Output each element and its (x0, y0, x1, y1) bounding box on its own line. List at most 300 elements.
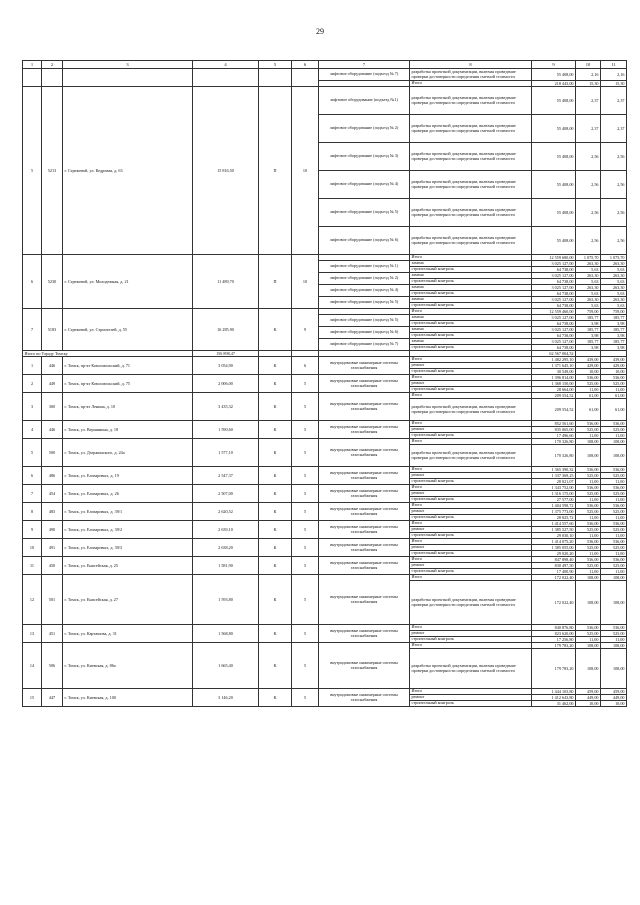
work-description-cell: Итого (410, 375, 532, 381)
limit-cost-cell: 2,56 (601, 227, 627, 255)
cost-cell: 28 664,00 (532, 387, 576, 393)
work-description-cell: ремонт (410, 381, 532, 387)
cost-cell: 55 408,00 (532, 69, 576, 81)
limit-cost-cell: 11,00 (601, 479, 627, 485)
row-number-cell: 5 (23, 439, 42, 467)
material-cell: К (259, 439, 292, 467)
material-cell: К (259, 357, 292, 375)
material-cell: К (259, 625, 292, 643)
floors-cell: 5 (292, 539, 319, 557)
area-cell: 11 489,70 (193, 255, 259, 309)
work-description-cell: Итого (410, 485, 532, 491)
limit-cost-cell: 11,00 (601, 515, 627, 521)
unit-cost-cell: 536,00 (576, 421, 601, 427)
limit-cost-cell: 10,00 (601, 701, 627, 707)
area-cell: 1 581,90 (193, 557, 259, 575)
unit-cost-cell: 3,98 (576, 345, 601, 351)
limit-cost-cell: 108,00 (601, 445, 627, 467)
unit-cost-cell: 536,00 (576, 521, 601, 527)
address-cell: г. Томск, ул. Елизаровых, д. 39/3 (63, 539, 193, 557)
limit-cost-cell: 536,00 (601, 375, 627, 381)
unit-cost-cell: 525,00 (576, 509, 601, 515)
work-description-cell: Итого (410, 521, 532, 527)
row-number-cell: 1 (23, 357, 42, 375)
header-cell: 8 (410, 61, 532, 69)
limit-cost-cell: 449,00 (601, 695, 627, 701)
work-description-cell: строительный контроль (410, 303, 532, 309)
limit-cost-cell: 2,56 (601, 143, 627, 171)
code-cell: 500 (42, 439, 63, 467)
area-cell: 1 568,80 (193, 625, 259, 643)
unit-cost-cell: 2,37 (576, 115, 601, 143)
cost-cell: 179 783,20 (532, 649, 576, 689)
limit-cost-cell: 536,00 (601, 539, 627, 545)
row-number-cell: 6 (23, 467, 42, 485)
unit-cost-cell: 11,00 (576, 569, 601, 575)
area-cell: 2 507,00 (193, 485, 259, 503)
limit-cost-cell: 536,00 (601, 467, 627, 473)
floors-cell: 5 (292, 557, 319, 575)
area-cell: 2 006,00 (193, 375, 259, 393)
limit-cost-cell: 108,00 (601, 581, 627, 625)
cost-cell: 28 825,72 (532, 515, 576, 521)
work-description-cell: строительный контроль (410, 387, 532, 393)
unit-cost-cell: 108,00 (576, 643, 601, 649)
floors-cell: 10 (292, 255, 319, 309)
work-description-cell: разработка проектной документации, включая проведение проверки достоверности определения сметной стоимости (410, 69, 532, 81)
unit-cost-cell: 5,63 (576, 291, 601, 297)
work-type-cell: внутридомовые инженерные системы газоснабжения (319, 625, 410, 643)
header-row (23, 61, 627, 69)
work-type-cell: лифтовое оборудование (подъезд № 5) (319, 297, 410, 309)
cost-cell: 170 326,80 (532, 439, 576, 445)
limit-cost-cell: 61,00 (601, 399, 627, 421)
cost-cell: 172 022,40 (532, 575, 576, 581)
unit-cost-cell: 525,00 (576, 527, 601, 533)
code-cell: 483 (42, 503, 63, 521)
unit-cost-cell: 429,00 (576, 363, 601, 369)
row-number-cell: 2 (23, 375, 42, 393)
work-type-cell: лифтовое оборудование (подъезд № 5) (319, 315, 410, 327)
limit-cost-cell: 3,98 (601, 345, 627, 351)
unit-cost-cell: 525,00 (576, 381, 601, 387)
floors-cell: 5 (292, 439, 319, 467)
material-cell: К (259, 375, 292, 393)
cost-cell: 209 554,52 (532, 393, 576, 399)
table-row (23, 69, 627, 81)
cost-cell: 835 065,00 (532, 427, 576, 433)
unit-cost-cell: 2,37 (576, 87, 601, 115)
cost-cell: 3 025 127,00 (532, 273, 576, 279)
address-cell: г. Томск, пр-кт Комсомольский, д. 71 (63, 357, 193, 375)
limit-cost-cell: 536,00 (601, 521, 627, 527)
unit-cost-cell: 5,63 (576, 303, 601, 309)
cost-cell: 1 444 103,80 (532, 689, 576, 695)
unit-cost-cell: 11,00 (576, 497, 601, 503)
code-cell: 486 (42, 467, 63, 485)
work-type-cell: внутридомовые инженерные системы газоснабжения (319, 393, 410, 421)
row-number-cell: 5213 (42, 87, 63, 255)
unit-cost-cell: 525,00 (576, 491, 601, 497)
limit-cost-cell: 2,16 (601, 69, 627, 81)
address-cell: г. Томск, ул. Карташова, д. 31 (63, 625, 193, 643)
material-cell: К (259, 503, 292, 521)
material-cell: К (259, 539, 292, 557)
cost-cell: 1 365 390,32 (532, 467, 576, 473)
limit-cost-cell: 108,00 (601, 649, 627, 689)
work-type-cell: внутридомовые инженерные системы газоснабжения (319, 643, 410, 689)
unit-cost-cell: 10,00 (576, 369, 601, 375)
area-cell: 15 816,50 (193, 87, 259, 255)
unit-cost-cell: 185,77 (576, 315, 601, 321)
limit-cost-cell: 3,98 (601, 333, 627, 339)
unit-cost-cell: 3,98 (576, 333, 601, 339)
work-description-cell: Итого (410, 643, 532, 649)
work-type-cell: лифтовое оборудование (подъезд № 4) (319, 285, 410, 297)
work-type-cell: лифтовое оборудование (подъезд № 5) (319, 199, 410, 227)
unit-cost-cell: 11,00 (576, 637, 601, 643)
floors-cell: 5 (292, 375, 319, 393)
cost-cell: 1 337 369,25 (532, 473, 576, 479)
material-cell: К (259, 521, 292, 539)
work-description-cell: разработка проектной документации, включая проведение проверки достоверности определения сметной стоимости (410, 87, 532, 115)
row-number-cell: 13 (23, 625, 42, 643)
work-description-cell: Итого (410, 421, 532, 427)
unit-cost-cell: 525,00 (576, 563, 601, 569)
row-number-cell (42, 69, 63, 87)
header-cell: 9 (532, 61, 576, 69)
cost-cell: 64 738,00 (532, 303, 576, 309)
code-cell: 300 (42, 393, 63, 421)
unit-cost-cell: 11,00 (576, 479, 601, 485)
unit-cost-cell: 2,56 (576, 227, 601, 255)
work-type-cell: лифтовое оборудование (подъезд № 1) (319, 261, 410, 273)
code-cell: 454 (42, 485, 63, 503)
cost-cell: 172 022,40 (532, 581, 576, 625)
limit-cost-cell: 15,30 (601, 81, 627, 87)
limit-cost-cell: 525,00 (601, 381, 627, 387)
unit-cost-cell: 525,00 (576, 473, 601, 479)
material-cell: К (259, 557, 292, 575)
unit-cost-cell: 459,00 (576, 689, 601, 695)
work-description-cell: замена (410, 285, 532, 291)
floors-cell (292, 69, 319, 87)
limit-cost-cell: 263,30 (601, 297, 627, 303)
material-cell: К (259, 467, 292, 485)
work-description-cell: разработка проектной документации, включая проведение проверки достоверности определения сметной стоимости (410, 115, 532, 143)
unit-cost-cell: 2,56 (576, 171, 601, 199)
address-cell: г. Томск, ул. Киевская, д. 86а (63, 643, 193, 689)
unit-cost-cell: 108,00 (576, 649, 601, 689)
unit-cost-cell: 536,00 (576, 539, 601, 545)
area-cell: 2 547,37 (193, 467, 259, 485)
limit-cost-cell: 439,00 (601, 357, 627, 363)
work-description-cell: Итого (410, 503, 532, 509)
cost-cell: 31 462,00 (532, 701, 576, 707)
cost-cell: 3 025 127,00 (532, 315, 576, 321)
unit-cost-cell: 449,00 (576, 695, 601, 701)
cost-cell: 1 385 527,50 (532, 527, 576, 533)
work-type-cell: внутридомовые инженерные системы газоснабжения (319, 467, 410, 485)
cost-cell: 1 368 150,00 (532, 381, 576, 387)
work-description-cell: строительный контроль (410, 569, 532, 575)
unit-cost-cell: 536,00 (576, 467, 601, 473)
header-cell: 1 (23, 61, 42, 69)
unit-cost-cell: 263,30 (576, 261, 601, 267)
limit-cost-cell: 5,63 (601, 291, 627, 297)
unit-cost-cell: 11,00 (576, 551, 601, 557)
code-cell: 446 (42, 421, 63, 439)
work-description-cell: Итого (410, 81, 532, 87)
cost-cell: 30 549,00 (532, 369, 576, 375)
unit-cost-cell: 525,00 (576, 427, 601, 433)
work-description-cell: строительный контроль (410, 321, 532, 327)
work-description-cell: разработка проектной документации, включая проведение проверки достоверности определения сметной стоимости (410, 399, 532, 421)
limit-cost-cell: 2,56 (601, 171, 627, 199)
city-total-area: 156 898,47 (193, 351, 259, 357)
work-description-cell: ремонт (410, 545, 532, 551)
row-number-cell: 12 (23, 575, 42, 625)
material-cell: К (259, 575, 292, 625)
unit-cost-cell: 536,00 (576, 375, 601, 381)
cost-cell: 55 408,00 (532, 199, 576, 227)
limit-cost-cell: 525,00 (601, 563, 627, 569)
address-cell: г. Томск, пр-кт Комсомольский, д. 75 (63, 375, 193, 393)
work-description-cell: ремонт (410, 363, 532, 369)
work-description-cell: Итого (410, 255, 532, 261)
work-description-cell: строительный контроль (410, 701, 532, 707)
limit-cost-cell: 3,98 (601, 321, 627, 327)
limit-cost-cell: 11,00 (601, 497, 627, 503)
cost-cell: 55 408,00 (532, 227, 576, 255)
unit-cost-cell: 108,00 (576, 575, 601, 581)
cost-cell: 179 783,20 (532, 643, 576, 649)
limit-cost-cell: 11,00 (601, 637, 627, 643)
work-description-cell: замена (410, 315, 532, 321)
floors-cell: 9 (292, 309, 319, 351)
area-cell: 3 054,90 (193, 357, 259, 375)
work-description-cell: строительный контроль (410, 333, 532, 339)
limit-cost-cell: 2,56 (601, 199, 627, 227)
limit-cost-cell: 5,63 (601, 267, 627, 273)
work-type-cell: внутридомовые инженерные системы газоснабжения (319, 357, 410, 375)
limit-cost-cell: 108,00 (601, 439, 627, 445)
address-cell: г. Томск, ул. Енисейская, д. 27 (63, 575, 193, 625)
code-cell: 447 (42, 689, 63, 707)
unit-cost-cell: 2,16 (576, 69, 601, 81)
row-number-cell: 7 (23, 485, 42, 503)
limit-cost-cell: 459,00 (601, 689, 627, 695)
limit-cost-cell: 5,63 (601, 303, 627, 309)
unit-cost-cell: 536,00 (576, 625, 601, 631)
work-description-cell: замена (410, 261, 532, 267)
material-cell: К (259, 689, 292, 707)
work-type-cell: внутридомовые инженерные системы газоснабжения (319, 485, 410, 503)
work-description-cell: ремонт (410, 631, 532, 637)
unit-cost-cell: 536,00 (576, 503, 601, 509)
limit-cost-cell: 2,37 (601, 87, 627, 115)
limit-cost-cell: 263,30 (601, 273, 627, 279)
limit-cost-cell: 525,00 (601, 473, 627, 479)
work-description-cell: замена (410, 339, 532, 345)
limit-cost-cell: 525,00 (601, 491, 627, 497)
cost-cell: 3 025 127,00 (532, 297, 576, 303)
work-description-cell: разработка проектной документации, включая проведение проверки достоверности определения сметной стоимости (410, 445, 532, 467)
cost-cell: 1 375 773,00 (532, 509, 576, 515)
unit-cost-cell: 5,63 (576, 279, 601, 285)
work-description-cell: разработка проектной документации, включая проведение проверки достоверности определения сметной стоимости (410, 199, 532, 227)
unit-cost-cell: 525,00 (576, 631, 601, 637)
address-cell: г. Томск, ул. Вершинина, д. 18 (63, 421, 193, 439)
code-cell: 446 (42, 357, 63, 375)
floors-cell: 5 (292, 521, 319, 539)
limit-cost-cell: 185,77 (601, 315, 627, 321)
address-cell: г. Стрежевой, ул. Строителей, д. 55 (63, 309, 193, 351)
limit-cost-cell: 11,00 (601, 533, 627, 539)
work-type-cell: внутридомовые инженерные системы газоснабжения (319, 375, 410, 393)
cost-cell: 1 412 643,80 (532, 695, 576, 701)
row-number-cell: 9 (23, 521, 42, 539)
work-description-cell: строительный контроль (410, 345, 532, 351)
address-cell: г. Томск, ул. Дзержинского, д. 24а (63, 439, 193, 467)
limit-cost-cell: 10,00 (601, 369, 627, 375)
unit-cost-cell: 5,63 (576, 267, 601, 273)
cost-cell: 12 559 680,00 (532, 255, 576, 261)
cost-cell: 64 738,00 (532, 279, 576, 285)
table-row (23, 87, 627, 115)
row-index-cell: 5 (23, 87, 42, 255)
work-description-cell: Итого (410, 557, 532, 563)
limit-cost-cell: 263,30 (601, 285, 627, 291)
unit-cost-cell: 3,98 (576, 321, 601, 327)
code-cell: 506 (42, 643, 63, 689)
limit-cost-cell: 11,00 (601, 387, 627, 393)
row-index-cell (23, 69, 42, 87)
unit-cost-cell: 525,00 (576, 545, 601, 551)
limit-cost-cell: 11,00 (601, 433, 627, 439)
unit-cost-cell: 263,30 (576, 285, 601, 291)
cost-cell: 55 408,00 (532, 171, 576, 199)
work-description-cell: замена (410, 327, 532, 333)
work-description-cell: ремонт (410, 563, 532, 569)
unit-cost-cell: 11,00 (576, 433, 601, 439)
header-cell: 4 (193, 61, 259, 69)
cost-cell: 64 738,00 (532, 345, 576, 351)
area-cell: 3 435,32 (193, 393, 259, 421)
work-type-cell: лифтовое оборудование (подъезд № 6) (319, 227, 410, 255)
area-cell: 1 577,10 (193, 439, 259, 467)
unit-cost-cell: 15,30 (576, 81, 601, 87)
unit-cost-cell: 11,00 (576, 387, 601, 393)
cost-cell: 218 443,00 (532, 81, 576, 87)
address-cell: г. Томск, ул. Киевская, д. 100 (63, 689, 193, 707)
cost-cell: 64 738,00 (532, 321, 576, 327)
row-number-cell: 4 (23, 421, 42, 439)
material-cell: К (259, 309, 292, 351)
header-cell: 6 (292, 61, 319, 69)
work-type-cell: лифтовое оборудование (подъезд № 2) (319, 273, 410, 285)
limit-cost-cell: 2,37 (601, 115, 627, 143)
work-description-cell: Итого (410, 689, 532, 695)
unit-cost-cell: 11,00 (576, 533, 601, 539)
row-number-cell: 3 (23, 393, 42, 421)
address-cell: г. Томск, пр-кт Ленина, д. 10 (63, 393, 193, 421)
cost-cell: 27 577,00 (532, 497, 576, 503)
unit-cost-cell: 108,00 (576, 581, 601, 625)
limit-cost-cell: 11,00 (601, 551, 627, 557)
program-table (22, 60, 627, 707)
cost-cell: 12 559 460,00 (532, 309, 576, 315)
work-type-cell: внутридомовые инженерные системы газоснабжения (319, 521, 410, 539)
work-description-cell: строительный контроль (410, 637, 532, 643)
unit-cost-cell: 536,00 (576, 557, 601, 563)
material-cell: П (259, 255, 292, 309)
row-number-cell: 15 (23, 689, 42, 707)
work-description-cell: строительный контроль (410, 515, 532, 521)
limit-cost-cell: 536,00 (601, 485, 627, 491)
material-cell: К (259, 485, 292, 503)
work-description-cell: ремонт (410, 509, 532, 515)
material-cell: К (259, 643, 292, 689)
unit-cost-cell: 536,00 (576, 485, 601, 491)
cost-cell: 1 404 598,72 (532, 503, 576, 509)
work-description-cell: Итого (410, 439, 532, 445)
cost-cell: 3 025 127,00 (532, 339, 576, 345)
limit-cost-cell: 525,00 (601, 631, 627, 637)
unit-cost-cell: 1 075,70 (576, 255, 601, 261)
floors-cell: 5 (292, 503, 319, 521)
work-description-cell: строительный контроль (410, 433, 532, 439)
work-type-cell: лифтовое оборудование (подъезд № 2) (319, 115, 410, 143)
code-cell: 491 (42, 539, 63, 557)
area-cell: 3 146,20 (193, 689, 259, 707)
row-number-cell: 14 (23, 643, 42, 689)
cost-cell: 823 620,00 (532, 631, 576, 637)
area-cell (193, 69, 259, 87)
area-cell: 2 639,10 (193, 521, 259, 539)
cost-cell: 17 400,90 (532, 569, 576, 575)
limit-cost-cell: 1 075,70 (601, 255, 627, 261)
work-description-cell: ремонт (410, 473, 532, 479)
row-number-cell: 8 (23, 503, 42, 521)
address-cell: г. Томск, ул. Елизаровых, д. 39/1 (63, 503, 193, 521)
limit-cost-cell: 429,00 (601, 363, 627, 369)
cost-cell: 1 343 752,00 (532, 485, 576, 491)
material-cell (259, 69, 292, 87)
work-description-cell: строительный контроль (410, 551, 532, 557)
floors-cell: 5 (292, 485, 319, 503)
work-description-cell: Итого (410, 393, 532, 399)
unit-cost-cell: 108,00 (576, 445, 601, 467)
area-cell: 2 638,20 (193, 539, 259, 557)
row-number-cell: 5183 (42, 309, 63, 351)
work-description-cell: строительный контроль (410, 291, 532, 297)
cost-cell: 1 482 295,10 (532, 357, 576, 363)
work-type-cell: лифтовое оборудование (подъезд № 7) (319, 69, 410, 81)
work-description-cell: ремонт (410, 491, 532, 497)
work-type-cell: лифтовое оборудование (подъезд № 3) (319, 143, 410, 171)
table-body (23, 61, 627, 707)
cost-cell: 64 738,00 (532, 267, 576, 273)
work-description-cell: строительный контроль (410, 279, 532, 285)
limit-cost-cell: 536,00 (601, 421, 627, 427)
work-description-cell: строительный контроль (410, 479, 532, 485)
limit-cost-cell: 759,00 (601, 309, 627, 315)
code-cell: 490 (42, 521, 63, 539)
row-number-cell: 5230 (42, 255, 63, 309)
cost-cell: 55 408,00 (532, 115, 576, 143)
header-cell: 11 (601, 61, 627, 69)
